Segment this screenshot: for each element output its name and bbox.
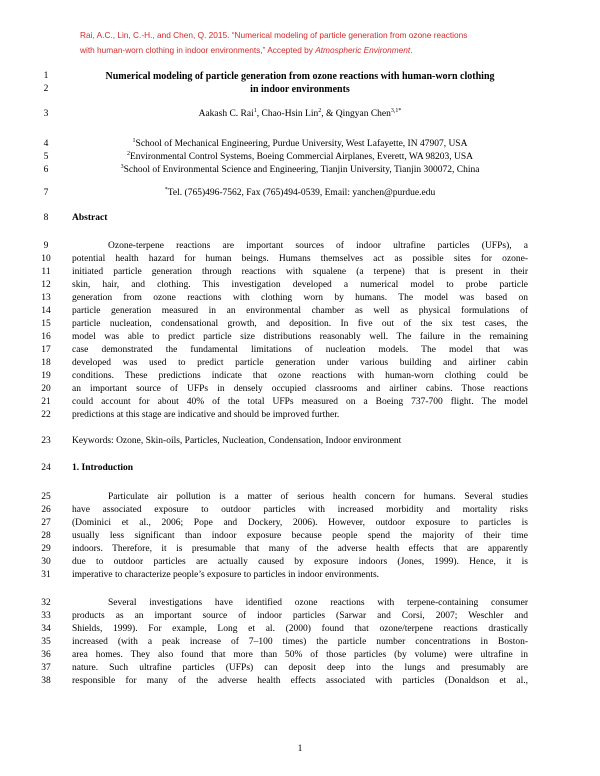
line-number: 23 — [41, 436, 51, 446]
line-number: 16 — [41, 332, 51, 342]
affiliation — [72, 139, 528, 149]
line-number: 4 — [43, 139, 49, 149]
line-number: 29 — [41, 544, 51, 554]
paper-title-line-2: in indoor environments — [250, 84, 350, 95]
body-line: (Dominici et al., 2006; Pope and Dockery, 2006). However, outdoor exposure to particles is — [72, 518, 528, 528]
line-number: 8 — [43, 213, 49, 223]
line-number: 17 — [41, 345, 51, 355]
abstract-line: generation from ozone reactions with clothing worn by humans. The model was based on — [72, 293, 528, 303]
author-affiliation-mark: 1 — [253, 108, 257, 114]
line-number: 30 — [41, 557, 51, 567]
affiliation-mark: 3 — [120, 164, 124, 170]
line-number: 34 — [41, 624, 51, 634]
line-number: 11 — [41, 267, 51, 277]
journal-name: Atmospheric Environment — [315, 45, 411, 55]
author-affiliation-mark: 2 — [318, 108, 322, 114]
abstract-line: could account for about 40% of the total UFPs measured on a Boeing 737-700 flight. The model — [72, 397, 528, 407]
body-line: indoors. Therefore, it is presumable that many of the adverse health effects that are apparently — [72, 544, 528, 554]
section-heading-introduction: 1. Introduction — [72, 463, 134, 473]
citation-header — [80, 28, 540, 58]
line-number: 2 — [43, 84, 49, 94]
line-number: 7 — [43, 188, 49, 198]
abstract-line: skin, hair, and clothing. This investigation developed a numerical model to probe particle — [72, 280, 528, 290]
affiliation-mark: 1 — [132, 138, 136, 144]
author-name: Aakash C. Rai — [198, 109, 254, 119]
affiliation — [72, 165, 528, 175]
body-line: increased (with a peak increase of 7–100 times) the particle number concentrations in Boston- — [72, 637, 528, 647]
page-number: 1 — [297, 744, 303, 754]
affiliation — [72, 152, 528, 162]
line-number: 10 — [41, 254, 51, 264]
line-number: 19 — [41, 371, 51, 381]
abstract-line: potential health hazard for human beings. Humans themselves act as possible sites for ozone- — [72, 254, 528, 264]
line-number: 37 — [41, 663, 51, 673]
abstract-line: Ozone-terpene reactions are important sources of indoor ultrafine particles (UFPs), a — [108, 241, 528, 251]
keywords: Keywords: Ozone, Skin-oils, Particles, Nucleation, Condensation, Indoor environment — [72, 436, 402, 446]
line-number: 25 — [41, 492, 51, 502]
line-number: 28 — [41, 531, 51, 541]
abstract-line: developed was used to predict particle generation under various building and airliner cabin — [72, 358, 528, 368]
citation-line-2-end: . — [410, 45, 413, 55]
affiliation-text: Environmental Control Systems, Boeing Commercial Airplanes, Everett, WA 98203, USA — [129, 152, 474, 162]
author-list — [72, 109, 528, 119]
body-line: due to outdoor particles are actually caused by exposure indoors (Jones, 1999). Hence, it is — [72, 557, 528, 567]
line-number: 12 — [41, 280, 51, 290]
line-number: 33 — [41, 611, 51, 621]
corresponding-contact — [72, 188, 528, 198]
body-line: Several investigations have identified ozone reactions with terpene-containing consumer — [108, 598, 528, 608]
author-separator: , — [256, 109, 262, 119]
body-line: imperative to characterize people’s exposure to particles in indoor environments. — [72, 570, 380, 580]
line-number: 20 — [41, 384, 51, 394]
citation-line-2 — [80, 43, 540, 58]
body-line: Particulate air pollution is a matter of serious health concern for humans. Several studies — [108, 492, 528, 502]
line-number: 36 — [41, 650, 51, 660]
line-number: 32 — [41, 598, 51, 608]
body-line: have associated exposure to outdoor particles with increased morbidity and mortality risks — [72, 505, 528, 515]
abstract-line: predictions at this stage are indicative and should be improved further. — [72, 410, 340, 420]
line-number: 5 — [43, 152, 49, 162]
affiliation-text: School of Mechanical Engineering, Purdue University, West Lafayette, IN 47907, USA — [135, 139, 468, 149]
abstract-line: conditions. These predictions indicate that ozone reactions with human-worn clothing could be — [72, 371, 528, 381]
line-number: 9 — [43, 241, 49, 251]
body-line: products as an important source of indoor particles (Sarwar and Corsi, 2007; Weschler and — [72, 611, 528, 621]
line-number: 26 — [41, 505, 51, 515]
body-line: Shields, 1999). For example, Long et al. (2000) found that ozone/terpene reactions drastically — [72, 624, 528, 634]
author-affiliation-mark: 3,1* — [390, 108, 402, 114]
line-number: 3 — [43, 109, 49, 119]
line-number: 14 — [41, 306, 51, 316]
line-number: 6 — [43, 165, 49, 175]
body-line: responsible for many of the adverse health effects associated with particles (Donaldson et al., — [72, 676, 528, 686]
corresponding-mark: * — [164, 187, 168, 193]
abstract-line: an important source of UFPs in densely occupied classrooms and airliner cabins. Those reactions — [72, 384, 528, 394]
citation-line-1: Rai, A.C., Lin, C.-H., and Chen, Q. 2015. “Numerical modeling of particle generation from ozone reactions — [80, 30, 468, 40]
affiliation-mark: 2 — [126, 151, 130, 157]
line-number: 27 — [41, 518, 51, 528]
line-number: 13 — [41, 293, 51, 303]
contact-text: Tel. (765)496-7562, Fax (765)494-0539, Email: yanchen@purdue.edu — [167, 188, 436, 198]
line-number: 31 — [41, 570, 51, 580]
line-number: 24 — [41, 463, 51, 473]
author-separator: , & — [321, 109, 336, 119]
line-number: 18 — [41, 358, 51, 368]
author-name: Qingyan Chen — [335, 109, 391, 119]
affiliation-text: School of Environmental Science and Engineering, Tianjin University, Tianjin 300072, China — [123, 165, 480, 175]
line-number: 15 — [41, 319, 51, 329]
abstract-line: model was able to predict particle size distributions reasonably well. The failure in the remaining — [72, 332, 528, 342]
body-line: area homes. They also found that more than 50% of those particles (by volume) were ultrafine in — [72, 650, 528, 660]
abstract-line: particle nucleation, condensational growth, and deposition. In five out of the six test cases, the — [72, 319, 528, 329]
line-number: 1 — [43, 71, 49, 81]
citation-line-2-text: with human-worn clothing in indoor environments,” Accepted by — [80, 45, 316, 55]
paper-title-line-1: Numerical modeling of particle generation from ozone reactions with human-worn clothing — [105, 71, 495, 82]
abstract-line: initiated particle generation through reactions with squalene (a terpene) that is present in their — [72, 267, 528, 277]
line-number: 38 — [41, 676, 51, 686]
body-line: usually less significant than indoor exposure because people spend the majority of their time — [72, 531, 528, 541]
author-name: Chao-Hsin Lin — [261, 109, 319, 119]
line-number: 21 — [41, 397, 51, 407]
line-number: 35 — [41, 637, 51, 647]
abstract-heading: Abstract — [72, 213, 108, 223]
body-line: nature. Such ultrafine particles (UFPs) can deposit deep into the lungs and presumably are — [72, 663, 528, 673]
line-number: 22 — [41, 410, 51, 420]
abstract-line: particle generation measured in an environmental chamber as well as physical formulations of — [72, 306, 528, 316]
abstract-line: case demonstrated the fundamental limitations of nucleation models. The model that was — [72, 345, 528, 355]
